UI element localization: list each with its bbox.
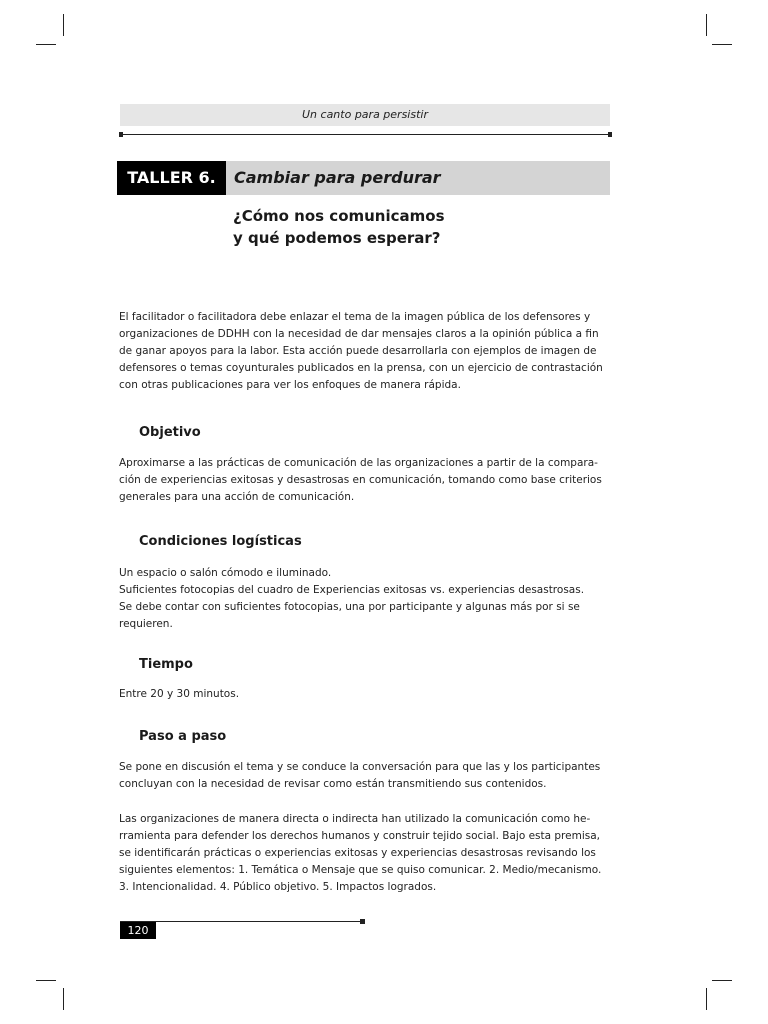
- workshop-label: TALLER 6.: [117, 161, 226, 195]
- header-rule-end: [608, 132, 612, 137]
- crop-mark: [712, 980, 732, 981]
- subtitle-line: y qué podemos esperar?: [233, 229, 441, 247]
- crop-mark: [36, 980, 56, 981]
- text-line: organizaciones de DDHH con la necesidad de dar mensajes claros a la opinión pública a fin: [119, 328, 599, 340]
- tiempo-paragraph: [119, 686, 611, 703]
- crop-mark: [706, 988, 707, 1010]
- text-line: concluyan con la necesidad de revisar como están transmitiendo sus contenidos.: [119, 778, 547, 790]
- header-rule-end: [119, 132, 123, 137]
- intro-paragraph: [119, 309, 611, 394]
- paso-paragraph-2: [119, 811, 611, 896]
- text-line: con otras publicaciones para ver los enfoques de manera rápida.: [119, 379, 461, 391]
- crop-mark: [36, 44, 56, 45]
- text-line: El facilitador o facilitadora debe enlazar el tema de la imagen pública de los defensores y: [119, 311, 591, 323]
- crop-mark: [712, 44, 732, 45]
- text-line: generales para una acción de comunicación.: [119, 491, 355, 503]
- page-number: 120: [120, 922, 156, 939]
- paso-paragraph-1: [119, 759, 611, 793]
- text-line: Aproximarse a las prácticas de comunicación de las organizaciones a partir de la compara-: [119, 457, 598, 469]
- section-heading-objetivo: Objetivo: [139, 425, 201, 440]
- text-line: 3. Intencionalidad. 4. Público objetivo. 5. Impactos logrados.: [119, 881, 437, 893]
- text-line: siguientes elementos: 1. Temática o Mensaje que se quiso comunicar. 2. Medio/mecanismo.: [119, 864, 602, 876]
- text-line: se identificarán prácticas o experiencias exitosas y experiencias desastrosas revisando los: [119, 847, 596, 859]
- text-line: Un espacio o salón cómodo e iluminado.: [119, 567, 332, 579]
- text-line: defensores o temas coyunturales publicados en la prensa, con un ejercicio de contrastación: [119, 362, 603, 374]
- running-head: Un canto para persistir: [120, 104, 610, 126]
- section-heading-condiciones: Condiciones logísticas: [139, 534, 302, 549]
- text-line: Suficientes fotocopias del cuadro de Experiencias exitosas vs. experiencias desastrosas.: [119, 584, 585, 596]
- footer-rule-end: [360, 919, 365, 924]
- section-heading-tiempo: Tiempo: [139, 657, 193, 672]
- objetivo-paragraph: [119, 455, 611, 506]
- header-rule: [120, 134, 611, 135]
- subtitle-line: ¿Cómo nos comunicamos: [233, 207, 445, 225]
- crop-mark: [63, 14, 64, 36]
- text-line: requieren.: [119, 618, 173, 630]
- text-line: Se debe contar con suficientes fotocopias, una por participante y algunas más por si se: [119, 601, 580, 613]
- text-line: Las organizaciones de manera directa o indirecta han utilizado la comunicación como he-: [119, 813, 591, 825]
- text-line: Entre 20 y 30 minutos.: [119, 688, 240, 700]
- workshop-subtitle: [233, 205, 603, 249]
- footer-rule: [120, 921, 362, 922]
- text-line: rramienta para defender los derechos humanos y construir tejido social. Bajo esta premisa,: [119, 830, 600, 842]
- text-line: ción de experiencias exitosas y desastrosas en comunicación, tomando como base criterios: [119, 474, 602, 486]
- condiciones-paragraph: [119, 565, 611, 633]
- text-line: Se pone en discusión el tema y se conduce la conversación para que las y los participantes: [119, 761, 601, 773]
- crop-mark: [706, 14, 707, 36]
- workshop-title: Cambiar para perdurar: [226, 161, 610, 195]
- text-line: de ganar apoyos para la labor. Esta acción puede desarrollarla con ejemplos de imagen de: [119, 345, 597, 357]
- crop-mark: [63, 988, 64, 1010]
- section-heading-paso-a-paso: Paso a paso: [139, 729, 227, 744]
